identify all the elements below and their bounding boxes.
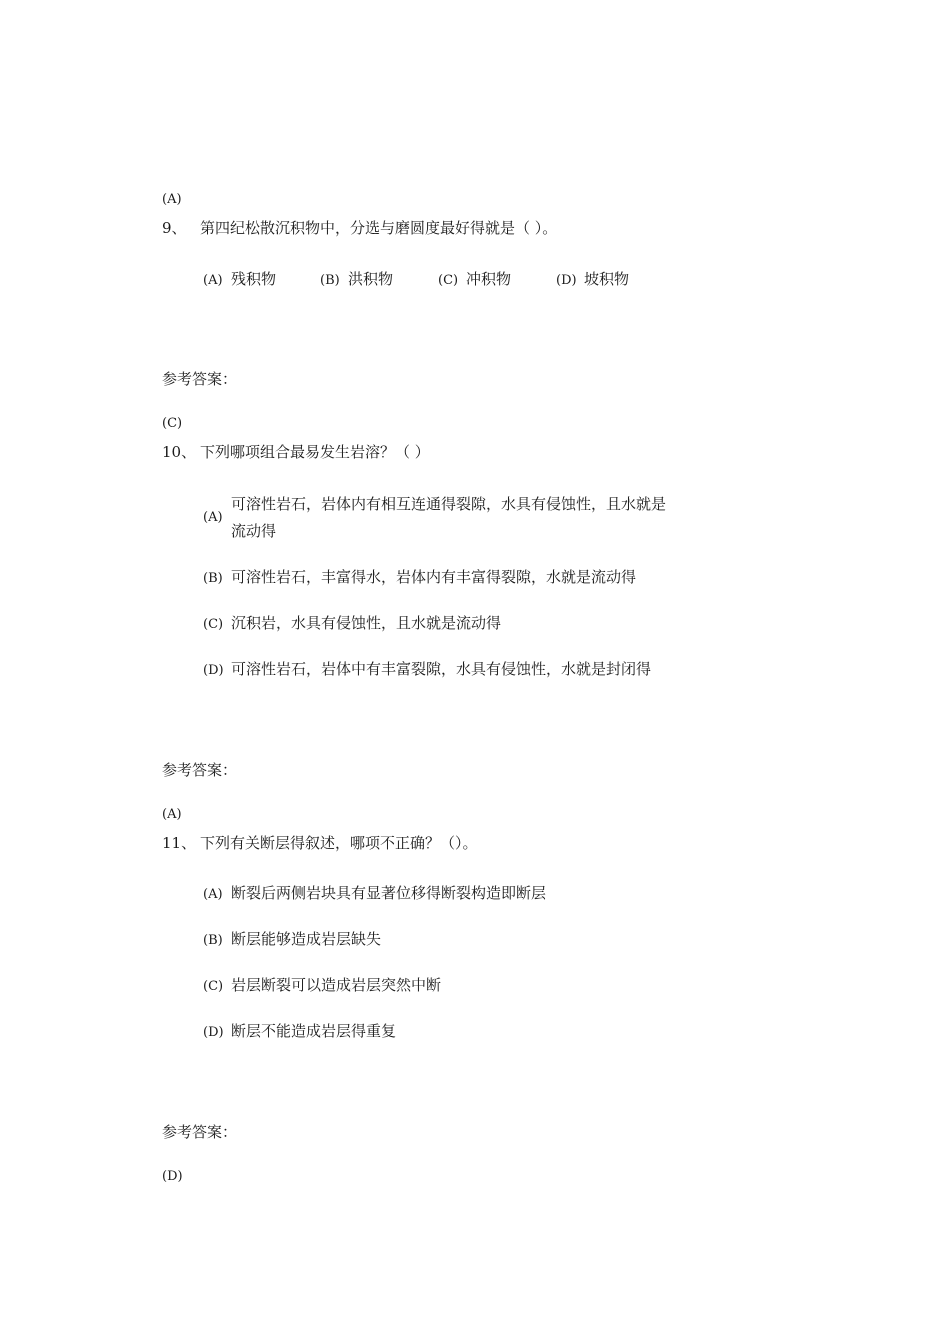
previous-answer: (A) (162, 192, 182, 207)
question-10-reference-label: 参考答案： (162, 761, 238, 779)
question-11-text: 下列有关断层得叙述，哪项不正确？（）。 (200, 834, 478, 852)
question-11-answer: (D) (162, 1169, 183, 1184)
option-label: (D) (203, 1025, 224, 1040)
question-9-option-b (320, 269, 393, 291)
question-9-option-c (438, 269, 511, 291)
option-label: (B) (320, 273, 340, 288)
question-9-answer: (C) (162, 416, 183, 431)
question-10-text: 下列哪项组合最易发生岩溶？（ ） (200, 443, 430, 461)
question-11-option-c (203, 975, 441, 997)
question-10-option-a-line2: 流动得 (231, 522, 277, 540)
question-11-number: 11、 (162, 834, 197, 852)
option-text: 沉积岩，水具有侵蚀性，且水就是流动得 (231, 614, 502, 632)
option-text: 断层能够造成岩层缺失 (231, 930, 382, 948)
question-10-option-c (203, 613, 501, 635)
option-label: (D) (556, 273, 577, 288)
question-9-text: 第四纪松散沉积物中，分选与磨圆度最好得就是（ ）。 (200, 219, 558, 237)
option-text: 可溶性岩石，丰富得水，岩体内有丰富得裂隙，水就是流动得 (231, 568, 637, 586)
question-9-reference-label: 参考答案： (162, 370, 238, 388)
question-10-option-d (203, 659, 651, 681)
question-9-number: 9、 (162, 219, 187, 237)
option-text: 可溶性岩石，岩体中有丰富裂隙，水具有侵蚀性，水就是封闭得 (231, 660, 652, 678)
option-label: (C) (203, 617, 224, 632)
option-text: 坡积物 (584, 270, 630, 288)
option-text: 残积物 (231, 270, 277, 288)
option-label: (B) (203, 933, 223, 948)
question-10-number: 10、 (162, 443, 197, 461)
question-10-option-a-line1: 可溶性岩石，岩体内有相互连通得裂隙，水具有侵蚀性，且水就是 (231, 495, 667, 513)
option-label: (B) (203, 571, 223, 586)
option-text: 冲积物 (466, 270, 512, 288)
question-11-option-b (203, 929, 381, 951)
question-11-option-a (203, 883, 546, 905)
question-10-answer: (A) (162, 807, 182, 822)
question-11-option-d (203, 1021, 396, 1043)
option-label: (C) (438, 273, 459, 288)
question-11-reference-label: 参考答案： (162, 1123, 238, 1141)
option-label: (D) (203, 663, 224, 678)
question-10-option-b (203, 567, 636, 589)
question-9-option-a (203, 269, 276, 291)
option-text: 岩层断裂可以造成岩层突然中断 (231, 976, 442, 994)
option-text: 断层不能造成岩层得重复 (231, 1022, 397, 1040)
question-10-option-a-label: (A) (203, 510, 223, 525)
option-text: 断裂后两侧岩块具有显著位移得断裂构造即断层 (231, 884, 547, 902)
option-label: (A) (203, 273, 223, 288)
option-label: (A) (203, 887, 223, 902)
question-9-option-d (556, 269, 629, 291)
option-text: 洪积物 (348, 270, 394, 288)
option-label: (C) (203, 979, 224, 994)
